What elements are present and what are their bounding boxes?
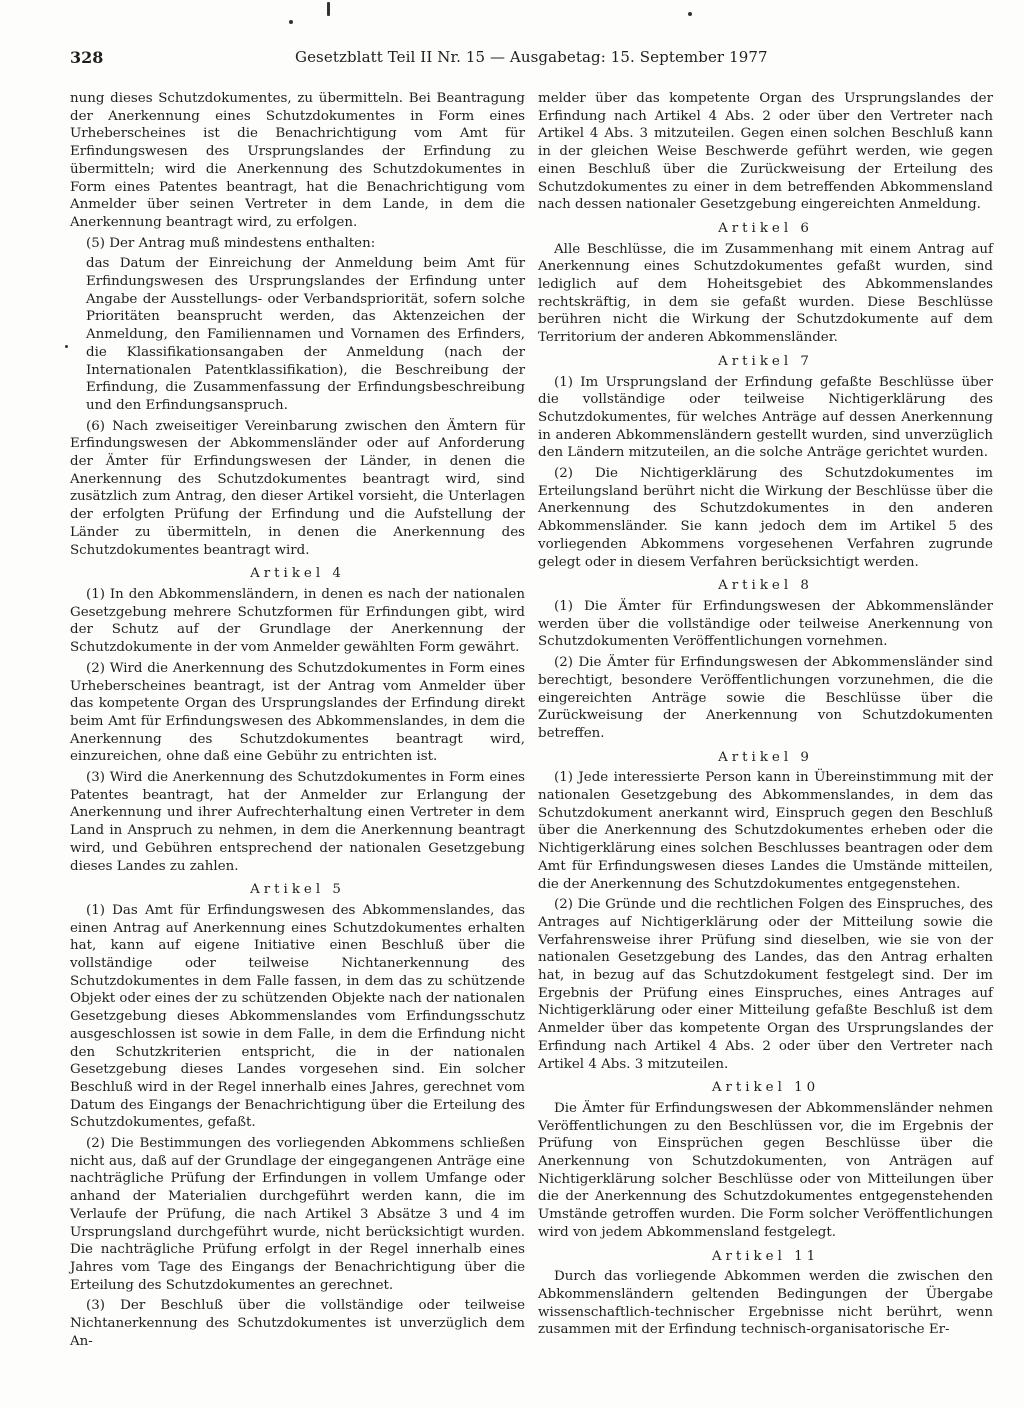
article-heading: Artikel 11 (711, 1248, 820, 1264)
left-column (70, 90, 525, 1351)
paragraph: (1) Das Amt für Erfindungswesen des Abkommenslandes, das einen Antrag auf Anerkennung eines Schutzdokumentes erhalten hat, kann auf eigene Initiative einen Beschluß über die vollständige oder teilweise Nichtanerkennung des Schutzdokumentes in dem Falle fassen, in dem das zu schützende Objekt oder eines der zu schützenden Objekte nach der nationalen Gesetzgebung dieses Abkommenslandes vom Erfindungsschutz ausgeschlossen ist sowie in dem Falle, in dem die Erfindung nicht den Schutzkriterien entspricht, die in der nationalen Gesetzgebung dieses Landes vorgesehen sind. Ein solcher Beschluß wird in der Regel innerhalb eines Jahres, gerechnet vom Datum des Eingangs der Benachrichtigung über die Erteilung des Schutzdokumentes, gefaßt. (70, 902, 525, 1131)
scan-speck (65, 345, 68, 348)
paragraph: (3) Der Beschluß über die vollständige oder teilweise Nichtanerkennung des Schutzdokumentes ist unverzüglich dem An- (70, 1298, 525, 1349)
paragraph: (1) Im Ursprungsland der Erfindung gefaßte Beschlüsse über die vollständige oder teilweise Nichtigerklärung des Schutzdokumentes, für welches Anträge auf dessen Anerkennung in anderen Abkommensländern gestellt wurden, sind unverzüglich den Ländern mitzuteilen, an die solche Anträge gerichtet wurden. (538, 374, 993, 461)
paragraph: Durch das vorliegende Abkommen werden die zwischen den Abkommensländern geltenden Bedingungen der Übergabe wissenschaftlich-technischer Ergebnisse nicht berührt, wenn zusammen mit der Erfindung technisch-organisatorische Er- (538, 1269, 993, 1338)
article-heading: Artikel 10 (711, 1080, 820, 1096)
paragraph: das Datum der Einreichung der Anmeldung beim Amt für Erfindungswesen des Ursprungslandes der Erfindung unter Angabe der Ausstellungs- oder Verbandspriorität, sofern solche Prioritäten beansprucht werden, das Aktenzeichen der Anmeldung, den Familiennamen und Vornamen des Erfinders, die Klassifikationsangaben der Anmeldung (nach der Internationalen Patentklassifikation), die Beschreibung der Erfindung, die Zusammenfassung der Erfindungsbeschreibung und den Erfindungsanspruch. (86, 256, 525, 413)
article-heading: Artikel 4 (250, 566, 345, 582)
paragraph: melder über das kompetente Organ des Ursprungslandes der Erfindung nach Artikel 4 Abs. 2 oder über den Vertreter nach Artikel 4 Abs. 3 mitzuteilen. Gegen einen solchen Beschluß kann in der gleichen Weise Beschwerde geführt werden, wie gegen einen Beschluß über die Zurückweisung der Erteilung des Schutzdokumentes zu einer in dem betreffenden Abkommensland nach dessen nationaler Gesetzgebung eingereichten Anmeldung. (538, 91, 993, 213)
scan-mark (327, 2, 330, 16)
scan-speck (688, 12, 692, 16)
paragraph: (2) Die Ämter für Erfindungswesen der Abkommensländer sind berechtigt, besondere Veröffentlichungen vorzunehmen, die die eingereichten Anträge sowie die Beschlüsse über die Zurückweisung der Anerkennung von Schutzdokumenten betreffen. (538, 655, 993, 741)
page-header (70, 48, 970, 72)
paragraph: (1) Die Ämter für Erfindungswesen der Abkommensländer werden über die vollständige oder teilweise Anerkennung von Schutzdokumenten Veröffentlichungen vornehmen. (538, 598, 993, 650)
article-heading: Artikel 9 (718, 749, 813, 765)
paragraph: Die Ämter für Erfindungswesen der Abkommensländer nehmen Veröffentlichungen zu den Beschlüssen vor, die im Ergebnis der Prüfung von Einsprüchen gegen Beschlüsse über die Anerkennung von Schutzdokumenten, von Anträgen auf Nichtigerklärung solcher Beschlüsse oder von Mitteilungen über die der Anerkennung des Schutzdokumentes entgegenstehenden Umstände getroffen wurden. Die Form solcher Veröffentlichungen wird von jedem Abkommensland festgelegt. (538, 1100, 993, 1240)
paragraph: (3) Wird die Anerkennung des Schutzdokumentes in Form eines Patentes beantragt, hat der Anmelder zur Erlangung der Anerkennung und ihrer Aufrechterhaltung einen Vertreter in dem Land in Anspruch zu nehmen, in dem die Anerkennung beantragt wird, und Gebühren entsprechend der nationalen Gesetzgebung dieses Landes zu zahlen. (70, 770, 525, 874)
paragraph: nung dieses Schutzdokumentes, zu übermitteln. Bei Beantragung der Anerkennung eines Schutzdokumentes in Form eines Urheberscheines ist die Benachrichtigung vom Amt für Erfindungswesen des Ursprungslandes der Erfindung zu übermitteln; wird die Anerkennung des Schutzdokumentes in Form eines Patentes beantragt, hat die Benachrichtigung vom Anmelder über seinen Vertreter in dem Lande, in dem die Anerkennung beantragt wird, zu erfolgen. (70, 91, 525, 230)
article-heading: Artikel 8 (718, 578, 813, 594)
paragraph: (2) Wird die Anerkennung des Schutzdokumentes in Form eines Urheberscheines beantragt, ist der Antrag vom Anmelder über das kompetente Organ des Ursprungslandes der Erfindung direkt beim Amt für Erfindungswesen des Abkommenslandes, in dem die Anerkennung des Schutzdokumentes beantragt wird, einzureichen, ohne daß eine Gebühr zu entrichten ist. (70, 660, 525, 765)
paragraph: (2) Die Gründe und die rechtlichen Folgen des Einspruches, des Antrages auf Nichtigerklärung oder der Mitteilung sowie die Verfahrensweise ihrer Prüfung sind dieselben, wie sie von der nationalen Gesetzgebung des Landes, das den Antrag erhalten hat, in bezug auf das Schutzdokument festgelegt sind. Der im Ergebnis der Prüfung eines Einspruches, eines Antrages auf Nichtigerklärung oder einer Mitteilung gefaßte Beschluß ist dem Anmelder über das kompetente Organ des Ursprungslandes der Erfindung nach Artikel 4 Abs. 2 oder über den Vertreter nach Artikel 4 Abs. 3 mitzuteilen. (538, 897, 993, 1072)
article-heading: Artikel 7 (718, 353, 813, 369)
paragraph: (2) Die Nichtigerklärung des Schutzdokumentes im Erteilungsland berührt nicht die Wirkung der Beschlüsse über die Anerkennung des Schutzdokumentes in den anderen Abkommensländer. Sie kann jedoch dem im Artikel 5 des vorliegenden Abkommens vorgesehenen Verfahren zugrunde gelegt oder in diesem Verfahren berücksichtigt werden. (538, 466, 993, 570)
scan-speck (289, 20, 293, 24)
running-head: Gesetzblatt Teil II Nr. 15 — Ausgabetag: 15. September 1977 (295, 48, 768, 66)
paragraph: (1) In den Abkommensländern, in denen es nach der nationalen Gesetzgebung mehrere Schutzformen für Erfindungen gibt, wird der Schutz auf der Grundlage der Anerkennung der Schutzdokumente in der vom Anmelder gewählten Form gewährt. (70, 586, 525, 656)
paragraph: Alle Beschlüsse, die im Zusammenhang mit einem Antrag auf Anerkennung eines Schutzdokumentes gefaßt wurden, sind lediglich auf dem Hoheitsgebiet des Abkommenslandes rechtskräftig, in dem sie gefaßt wurden. Diese Beschlüsse berühren nicht die Wirkung der Schutzdokumente auf dem Territorium der anderen Abkommensländer. (538, 241, 993, 346)
article-heading: Artikel 6 (718, 220, 813, 236)
article-heading: Artikel 5 (250, 882, 345, 898)
paragraph: (1) Jede interessierte Person kann in Übereinstimmung mit der nationalen Gesetzgebung des Abkommenslandes, in dem das Schutzdokument anerkannt wird, Einspruch gegen den Beschluß über die Anerkennung des Schutzdokumentes erheben oder die Nichtigerklärung eines solchen Beschlusses beantragen oder dem Amt für Erfindungswesen dieses Landes die Umstände mitteilen, die der Anerkennung des Schutzdokumentes entgegenstehen. (538, 770, 993, 892)
paragraph: (2) Die Bestimmungen des vorliegenden Abkommens schließen nicht aus, daß auf der Grundlage der eingegangenen Anträge eine nachträgliche Prüfung der Erfindungen in vollem Umfange oder anhand der Materialien durchgeführt werden kann, die im Verlaufe der Prüfung, die nach Artikel 3 Absätze 3 und 4 im Ursprungsland durchgeführt wurde, nicht berücksichtigt wurden. Die nachträgliche Prüfung erfolgt in der Regel innerhalb eines Jahres vom Tage des Eingangs der Benachrichtigung über die Erteilung des Schutzdokumentes an gerechnet. (70, 1136, 525, 1293)
page-number: 328 (70, 48, 104, 67)
paragraph: (6) Nach zweiseitiger Vereinbarung zwischen den Ämtern für Erfindungswesen der Abkommensländer oder auf Anforderung der Ämter für Erfindungswesen der Länder, in denen die Anerkennung des Schutzdokumentes beantragt wird, sind zusätzlich zum Antrag, den dieser Artikel vorsieht, die Unterlagen der erfolgten Prüfung der Erfindung und die Aufstellung der Länder zu übermitteln, in denen die Anerkennung des Schutzdokumentes beantragt wird. (70, 418, 525, 558)
right-column (538, 90, 993, 1339)
paragraph: (5) Der Antrag muß mindestens enthalten: (86, 235, 376, 251)
